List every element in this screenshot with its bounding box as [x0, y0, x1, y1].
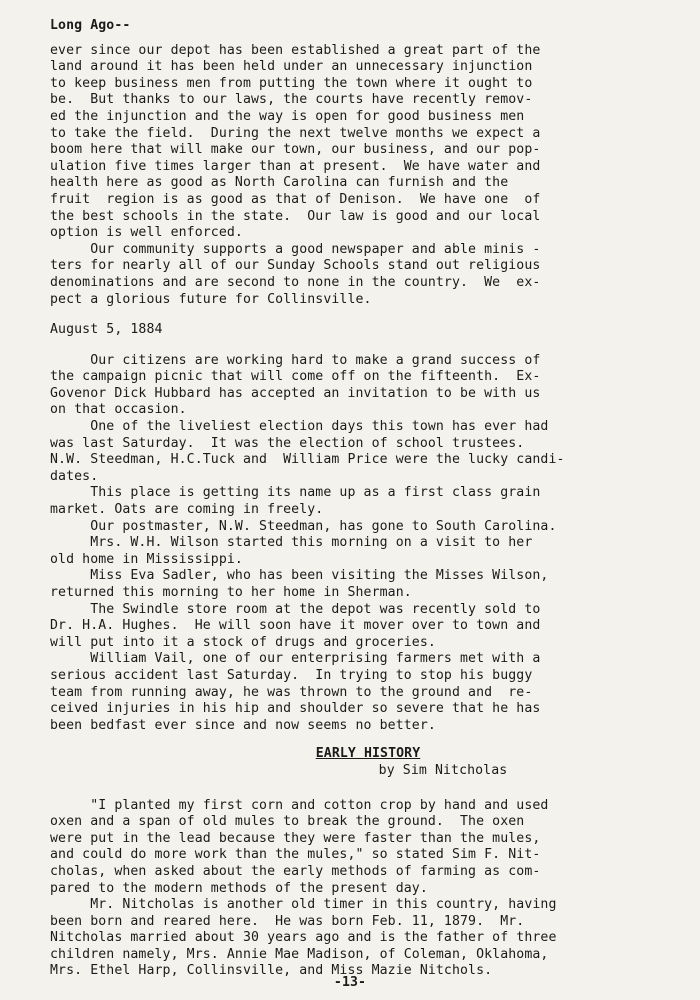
- text-line: serious accident last Saturday. In trying to stop his buggy: [50, 667, 533, 683]
- text-line: Miss Eva Sadler, who has been visiting the Misses Wilson,: [50, 568, 549, 584]
- text-line: children namely, Mrs. Annie Mae Madison, of Coleman, Oklahoma,: [50, 946, 549, 962]
- text-line: team from running away, he was thrown to the ground and re-: [50, 684, 533, 700]
- text-line: pared to the modern methods of the present day.: [50, 880, 428, 896]
- text-line: Our postmaster, N.W. Steedman, has gone to South Carolina.: [50, 518, 557, 534]
- text-line: Our citizens are working hard to make a grand success of: [50, 352, 541, 368]
- text-line: to keep business men from putting the town where it ought to: [50, 75, 533, 91]
- text-line: to take the field. During the next twelve months we expect a: [50, 125, 541, 141]
- text-line: been bedfast ever since and now seems no better.: [50, 717, 436, 733]
- text-line: Mr. Nitcholas is another old timer in this country, having: [50, 897, 557, 913]
- text-line: Mrs. Ethel Harp, Collinsville, and Miss Mazie Nitchols.: [50, 963, 493, 979]
- text-line: This place is getting its name up as a first class grain: [50, 485, 541, 501]
- text-line: "I planted my first corn and cotton crop by hand and used: [50, 797, 549, 813]
- text-line: option is well enforced.: [50, 225, 243, 241]
- text-line: ed the injunction and the way is open for good business men: [50, 108, 525, 124]
- text-line: The Swindle store room at the depot was recently sold to: [50, 601, 541, 617]
- text-line: returned this morning to her home in Sherman.: [50, 585, 412, 600]
- page-heading: Long Ago--: [50, 18, 131, 33]
- text-line: cholas, when asked about the early methods of farming as com-: [50, 863, 541, 879]
- text-line: pect a glorious future for Collinsville.: [50, 291, 372, 307]
- text-line: oxen and a span of old mules to break the ground. The oxen: [50, 814, 525, 830]
- text-line: denominations and are second to none in the country. We ex-: [50, 274, 541, 290]
- text-line: ulation five times larger than at present. We have water and: [50, 158, 541, 174]
- text-line: ters for nearly all of our Sunday Schools stand out religious: [50, 258, 541, 274]
- text-line: fruit region is as good as that of Denison. We have one of: [50, 191, 541, 207]
- text-line: ceived injuries in his hip and shoulder so severe that he has: [50, 701, 541, 717]
- section-title-block: [50, 746, 666, 779]
- text-line: Our community supports a good newspaper and able minis -: [50, 241, 541, 257]
- text-line: Dr. H.A. Hughes. He will soon have it mover over to town and: [50, 618, 541, 634]
- text-line: boom here that will make our town, our business, and our pop-: [50, 142, 541, 158]
- text-line: on that occasion.: [50, 402, 187, 418]
- text-line: One of the liveliest election days this town has ever had: [50, 419, 549, 435]
- paragraph-community: [50, 242, 666, 308]
- date-heading: August 5, 1884: [50, 322, 163, 338]
- text-line: Nitcholas married about 30 years ago and is the father of three: [50, 930, 557, 946]
- news-items: [50, 353, 666, 735]
- text-line: market. Oats are coming in freely.: [50, 502, 324, 518]
- text-line: the best schools in the state. Our law is good and our local: [50, 208, 541, 224]
- text-line: was last Saturday. It was the election of school trustees.: [50, 435, 525, 451]
- text-line: be. But thanks to our laws, the courts have recently remov-: [50, 92, 533, 108]
- text-line: were put in the lead because they were faster than the mules,: [50, 830, 541, 846]
- text-line: Mrs. W.H. Wilson started this morning on a visit to her: [50, 535, 533, 551]
- page-number: -13-: [333, 975, 367, 990]
- text-line: been born and reared here. He was born Feb. 11, 1879. Mr.: [50, 913, 525, 929]
- byline: by Sim Nitcholas: [378, 762, 508, 778]
- text-line: dates.: [50, 468, 99, 484]
- paragraph-depot: [50, 43, 666, 242]
- text-line: ever since our depot has been established a great part of the: [50, 42, 541, 58]
- section-title: EARLY HISTORY: [315, 746, 421, 762]
- text-line: William Vail, one of our enterprising farmers met with a: [50, 651, 541, 667]
- text-line: the campaign picnic that will come off on the fifteenth. Ex-: [50, 369, 541, 385]
- text-line: health here as good as North Carolina can furnish and the: [50, 175, 509, 191]
- text-line: and could do more work than the mules," so stated Sim F. Nit-: [50, 847, 541, 863]
- text-line: land around it has been held under an unnecessary injunction: [50, 59, 533, 75]
- text-line: old home in Mississippi.: [50, 551, 243, 567]
- text-line: Govenor Dick Hubbard has accepted an invitation to be with us: [50, 385, 541, 401]
- text-line: N.W. Steedman, H.C.Tuck and William Price were the lucky candi-: [50, 452, 565, 468]
- history-article: [50, 798, 666, 981]
- text-line: will put into it a stock of drugs and groceries.: [50, 634, 436, 650]
